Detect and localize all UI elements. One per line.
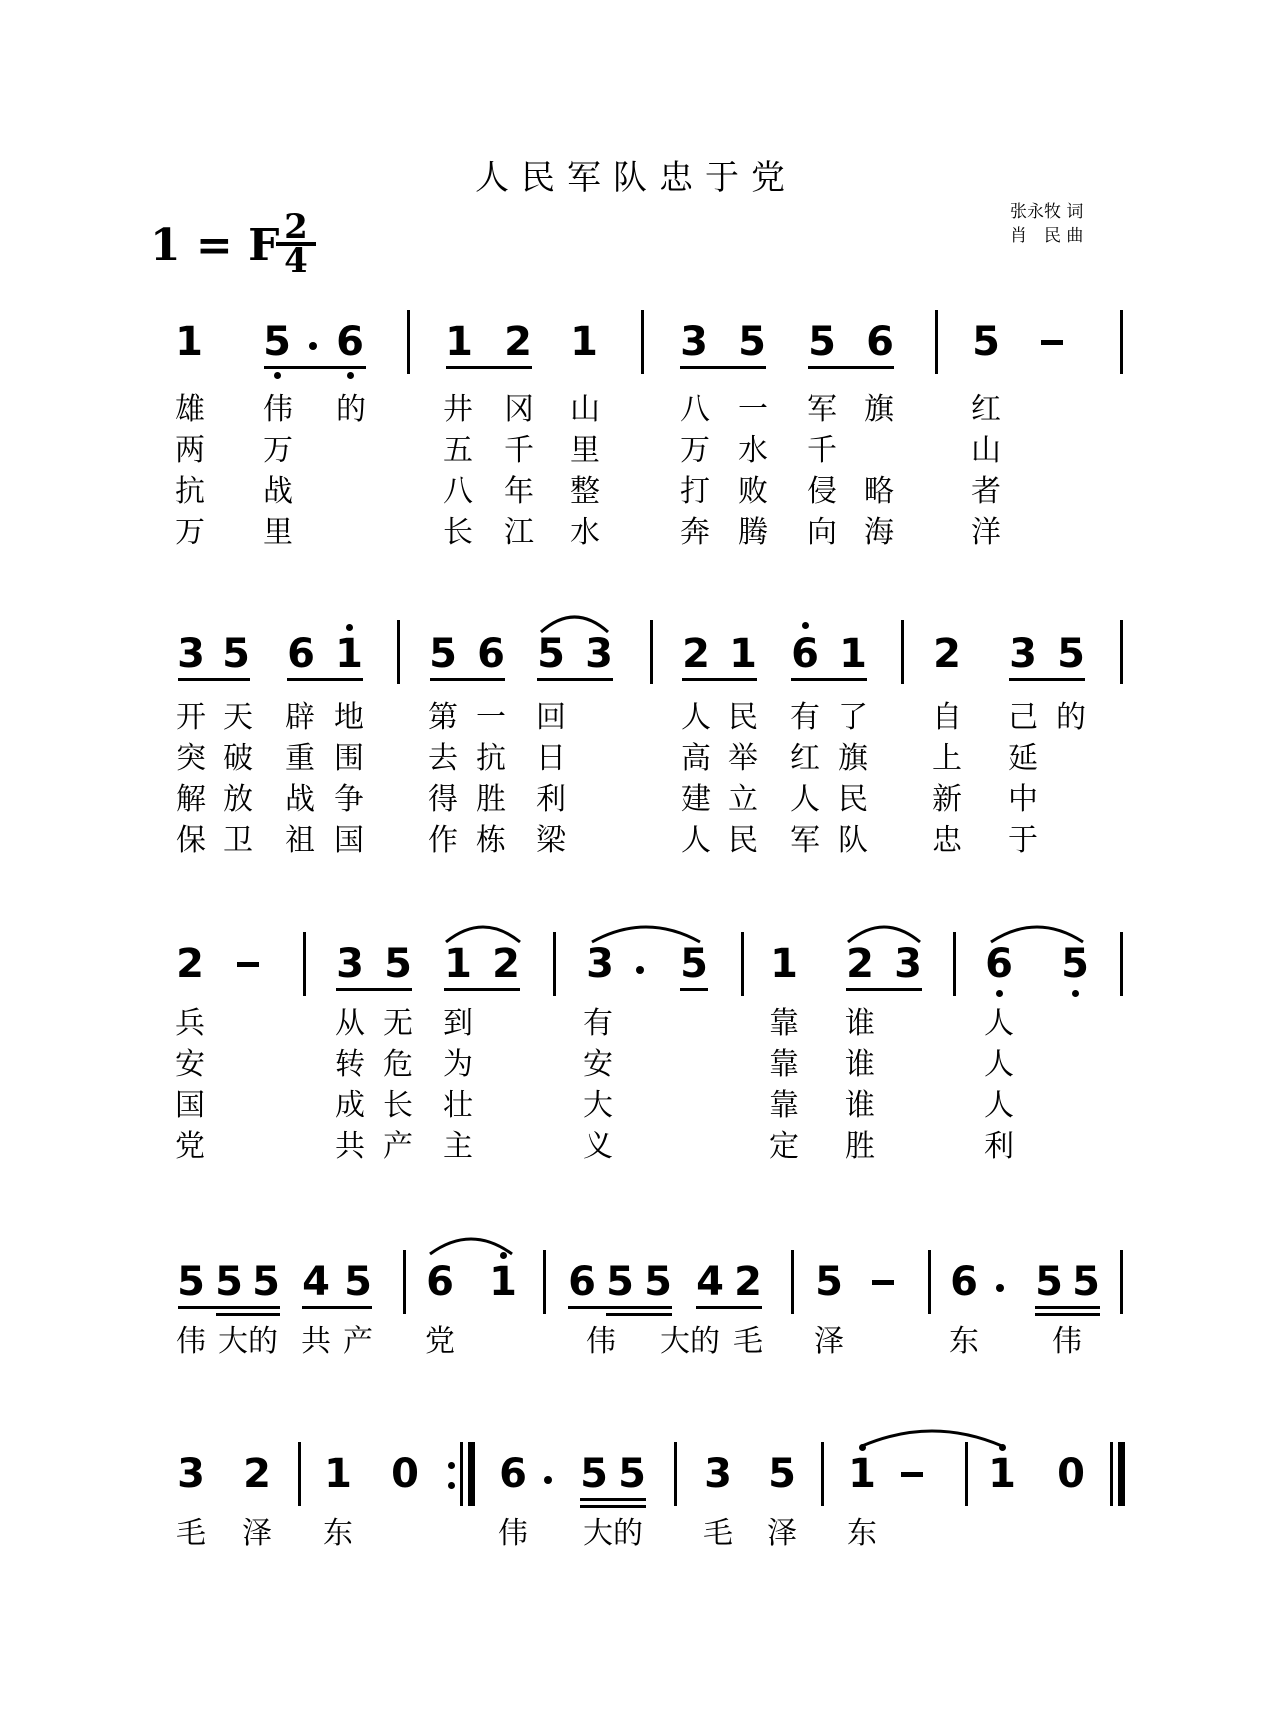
lyric-syllable: 水 xyxy=(738,433,768,468)
barline xyxy=(935,310,938,374)
augmentation-dot xyxy=(996,1284,1004,1292)
note: 3 xyxy=(177,1451,205,1497)
lyric-syllable: 整 xyxy=(570,474,600,509)
lyric-syllable: 立 xyxy=(728,782,758,817)
lyric-syllable: 义 xyxy=(583,1129,613,1164)
note: 2 xyxy=(734,1259,762,1305)
note: 3 xyxy=(585,631,613,677)
lyric-syllable: 江 xyxy=(504,515,534,550)
lyric-syllable: 高 xyxy=(681,741,711,776)
lyric-syllable: 围 xyxy=(334,741,364,776)
beam-underline xyxy=(537,678,613,681)
lyric-syllable: 民 xyxy=(838,782,868,817)
barline xyxy=(1120,932,1123,996)
lyric-syllable: 战 xyxy=(285,782,315,817)
lyric-syllable: 靠 xyxy=(769,1047,799,1082)
lyric-syllable: 泽 xyxy=(242,1516,272,1551)
lyric-syllable: 共 xyxy=(335,1129,365,1164)
lyric-syllable: 山 xyxy=(570,392,600,427)
lyric-syllable: 人 xyxy=(681,823,711,858)
lyric-syllable: 国 xyxy=(175,1088,205,1123)
note: 1 xyxy=(175,319,203,365)
lyric-syllable: 东 xyxy=(323,1516,353,1551)
note: 1 xyxy=(570,319,598,365)
note: 5 xyxy=(1057,631,1085,677)
note: 3 xyxy=(586,941,614,987)
note: 1 xyxy=(839,631,867,677)
note: 2 xyxy=(176,941,204,987)
lyric-syllable: 旗 xyxy=(864,392,894,427)
lyric-syllable: 得 xyxy=(428,782,458,817)
note: 6 xyxy=(866,319,894,365)
lyric-syllable: 为 xyxy=(443,1047,473,1082)
beam-underline xyxy=(680,988,708,991)
note: 1 xyxy=(324,1451,352,1497)
lyric-syllable: 的 xyxy=(1056,700,1086,735)
slur-tie xyxy=(430,1232,512,1256)
lyric-syllable: 成 xyxy=(335,1088,365,1123)
barline xyxy=(403,1250,406,1314)
note: 2 xyxy=(243,1451,271,1497)
lyric-syllable: 千 xyxy=(504,433,534,468)
beam-underline xyxy=(580,1498,646,1501)
lyric-syllable: 长 xyxy=(383,1088,413,1123)
barline xyxy=(1120,620,1123,684)
note: 6 xyxy=(287,631,315,677)
lyric-syllable: 旗 xyxy=(838,741,868,776)
note: 3 xyxy=(894,941,922,987)
lyric-syllable: 八 xyxy=(443,474,473,509)
song-title: 人民军队忠于党 xyxy=(475,158,797,198)
beam-underline xyxy=(178,678,250,681)
lyric-syllable: 产 xyxy=(383,1129,413,1164)
lyric-syllable: 民 xyxy=(728,700,758,735)
lyric-syllable: 里 xyxy=(263,515,293,550)
lyric-syllable: 人 xyxy=(984,1006,1014,1041)
lyric-syllable: 伟 xyxy=(1052,1324,1082,1359)
note: 3 xyxy=(704,1451,732,1497)
augmentation-dot xyxy=(544,1476,552,1484)
lyric-syllable: 于 xyxy=(1008,823,1038,858)
lyric-syllable: 山 xyxy=(971,433,1001,468)
lyric-syllable: 一 xyxy=(738,392,768,427)
barline xyxy=(543,1250,546,1314)
beam-underline xyxy=(178,1306,280,1309)
barline xyxy=(965,1442,968,1506)
note: 3 xyxy=(336,941,364,987)
note: 5 xyxy=(384,941,412,987)
note: 5 xyxy=(537,631,565,677)
lyric-syllable: 祖 xyxy=(285,823,315,858)
beam-underline xyxy=(336,988,412,991)
lyric-syllable: 利 xyxy=(536,782,566,817)
barline xyxy=(928,1250,931,1314)
note: 1 xyxy=(445,319,473,365)
lyric-syllable: 败 xyxy=(738,474,768,509)
note: 3 xyxy=(177,631,205,677)
note: 5 xyxy=(222,631,250,677)
note: 1 xyxy=(729,631,757,677)
lyric-syllable: 定 xyxy=(769,1129,799,1164)
lyric-syllable: 卫 xyxy=(223,823,253,858)
lyric-syllable: 重 xyxy=(285,741,315,776)
lyric-syllable: 主 xyxy=(443,1129,473,1164)
lyric-syllable: 人 xyxy=(984,1047,1014,1082)
note: 1 xyxy=(335,631,363,677)
slur-tie xyxy=(592,920,700,944)
lyric-syllable: 伟 xyxy=(498,1516,528,1551)
lyric-syllable: 红 xyxy=(790,741,820,776)
note: 5 xyxy=(177,1259,205,1305)
beam-underline xyxy=(430,678,505,681)
barline xyxy=(303,932,306,996)
note: 6 xyxy=(568,1259,596,1305)
note: 2 xyxy=(504,319,532,365)
low-octave-dot xyxy=(347,372,354,379)
barline xyxy=(641,310,644,374)
note: 1 xyxy=(988,1451,1016,1497)
barline xyxy=(791,1250,794,1314)
key-signature: 1 = F xyxy=(150,220,280,271)
note: 6 xyxy=(985,941,1013,987)
final-barline xyxy=(468,1442,475,1506)
note: 4 xyxy=(696,1259,724,1305)
lyric-syllable: 靠 xyxy=(769,1088,799,1123)
lyric-syllable: 破 xyxy=(223,741,253,776)
lyric-syllable: 抗 xyxy=(476,741,506,776)
beam-underline xyxy=(682,678,757,681)
lyric-syllable: 雄 xyxy=(175,392,205,427)
note: 1 xyxy=(489,1259,517,1305)
note: 5 xyxy=(252,1259,280,1305)
note: 5 xyxy=(1072,1259,1100,1305)
lyric-syllable: 去 xyxy=(428,741,458,776)
lyric-syllable: 五 xyxy=(443,433,473,468)
lyric-syllable: 壮 xyxy=(443,1088,473,1123)
lyric-syllable: 一 xyxy=(476,700,506,735)
note: 5 xyxy=(263,319,291,365)
lyric-syllable: 胜 xyxy=(845,1129,875,1164)
low-octave-dot xyxy=(274,372,281,379)
lyric-syllable: 解 xyxy=(176,782,206,817)
lyric-syllable: 己 xyxy=(1008,700,1038,735)
barline xyxy=(1110,1442,1113,1506)
barline xyxy=(1120,310,1123,374)
barline xyxy=(407,310,410,374)
lyric-syllable: 侵 xyxy=(807,474,837,509)
lyric-syllable: 中 xyxy=(1008,782,1038,817)
note: 6 xyxy=(791,631,819,677)
repeat-dot xyxy=(448,1462,455,1469)
lyric-syllable: 人 xyxy=(681,700,711,735)
lyric-syllable: 地 xyxy=(334,700,364,735)
lyric-syllable: 东 xyxy=(949,1324,979,1359)
lyric-syllable: 打 xyxy=(680,474,710,509)
time-numerator: 2 xyxy=(284,207,308,247)
note: 5 xyxy=(606,1259,634,1305)
note: 6 xyxy=(336,319,364,365)
barline xyxy=(821,1442,824,1506)
lyric-syllable: 军 xyxy=(807,392,837,427)
note: 3 xyxy=(1009,631,1037,677)
beam-underline xyxy=(568,1306,672,1309)
lyric-syllable: 安 xyxy=(175,1047,205,1082)
lyric-syllable: 天 xyxy=(223,700,253,735)
lyric-syllable: 保 xyxy=(176,823,206,858)
lyric-syllable: 大 xyxy=(583,1088,613,1123)
slur-tie xyxy=(848,920,920,944)
lyric-syllable: 党 xyxy=(425,1324,455,1359)
slur-tie xyxy=(446,920,520,944)
lyric-syllable: 胜 xyxy=(476,782,506,817)
lyric-syllable: 万 xyxy=(263,433,293,468)
beam-underline xyxy=(791,678,867,681)
note: 1 xyxy=(770,941,798,987)
lyric-syllable: 长 xyxy=(443,515,473,550)
lyric-syllable: 毛 xyxy=(176,1516,206,1551)
final-barline xyxy=(1118,1442,1125,1506)
lyric-syllable: 开 xyxy=(176,700,206,735)
beam-underline xyxy=(1035,1313,1100,1316)
beam-underline xyxy=(580,1505,646,1508)
lyric-syllable: 自 xyxy=(932,700,962,735)
beam-underline xyxy=(1035,1306,1100,1309)
lyric-syllable: 利 xyxy=(984,1129,1014,1164)
lyric-syllable: 民 xyxy=(728,823,758,858)
low-octave-dot xyxy=(1072,990,1079,997)
lyric-syllable: 靠 xyxy=(769,1006,799,1041)
repeat-dot xyxy=(448,1482,455,1489)
barline xyxy=(741,932,744,996)
beam-underline xyxy=(606,1313,672,1316)
note: 2 xyxy=(682,631,710,677)
lyric-syllable: 大的 xyxy=(218,1324,278,1359)
lyric-syllable: 大的 xyxy=(583,1516,643,1551)
barline xyxy=(1120,1250,1123,1314)
lyric-syllable: 产 xyxy=(343,1324,373,1359)
note: 5 xyxy=(215,1259,243,1305)
lyric-syllable: 争 xyxy=(334,782,364,817)
lyric-syllable: 两 xyxy=(175,433,205,468)
note: 5 xyxy=(580,1451,608,1497)
lyric-syllable: 梁 xyxy=(536,823,566,858)
note: 5 xyxy=(738,319,766,365)
lyricist-credit: 张永牧 词 xyxy=(1010,202,1084,222)
lyric-syllable: 从 xyxy=(335,1006,365,1041)
lyric-syllable: 略 xyxy=(864,474,894,509)
augmentation-dot xyxy=(309,342,317,350)
note: 2 xyxy=(846,941,874,987)
barline xyxy=(953,932,956,996)
beam-underline xyxy=(216,1313,280,1316)
lyric-syllable: 忠 xyxy=(932,823,962,858)
lyric-syllable: 队 xyxy=(838,823,868,858)
lyric-syllable: 有 xyxy=(790,700,820,735)
time-denominator: 4 xyxy=(276,242,316,276)
note: 0 xyxy=(1057,1451,1085,1497)
note: 1 xyxy=(848,1451,876,1497)
barline xyxy=(901,620,904,684)
lyric-syllable: 日 xyxy=(536,741,566,776)
lyric-syllable: 回 xyxy=(536,700,566,735)
lyric-syllable: 人 xyxy=(790,782,820,817)
lyric-syllable: 放 xyxy=(223,782,253,817)
lyric-syllable: 延 xyxy=(1008,741,1038,776)
beam-underline xyxy=(264,366,366,369)
lyric-syllable: 千 xyxy=(807,433,837,468)
slur-tie xyxy=(541,610,608,634)
lyric-syllable: 伟 xyxy=(176,1324,206,1359)
note: 5 xyxy=(808,319,836,365)
rest-dash xyxy=(872,1280,894,1285)
lyric-syllable: 国 xyxy=(334,823,364,858)
note: 5 xyxy=(429,631,457,677)
beam-underline xyxy=(680,366,766,369)
lyric-syllable: 海 xyxy=(864,515,894,550)
beam-underline xyxy=(302,1306,372,1309)
barline xyxy=(650,620,653,684)
augmentation-dot xyxy=(636,966,644,974)
slur-tie xyxy=(862,1424,1002,1448)
beam-underline xyxy=(287,678,363,681)
lyric-syllable: 谁 xyxy=(845,1047,875,1082)
note: 5 xyxy=(815,1259,843,1305)
lyric-syllable: 奔 xyxy=(680,515,710,550)
lyric-syllable: 辟 xyxy=(285,700,315,735)
slur-tie xyxy=(991,920,1083,944)
lyric-syllable: 万 xyxy=(680,433,710,468)
note: 2 xyxy=(492,941,520,987)
composer-credit: 肖 民 曲 xyxy=(1010,226,1084,246)
lyric-syllable: 年 xyxy=(504,474,534,509)
lyric-syllable: 腾 xyxy=(738,515,768,550)
note: 3 xyxy=(680,319,708,365)
note: 0 xyxy=(391,1451,419,1497)
lyric-syllable: 突 xyxy=(176,741,206,776)
barline xyxy=(553,932,556,996)
lyric-syllable: 共 xyxy=(301,1324,331,1359)
beam-underline xyxy=(808,366,894,369)
lyric-syllable: 到 xyxy=(443,1006,473,1041)
lyric-syllable: 泽 xyxy=(767,1516,797,1551)
barline xyxy=(674,1442,677,1506)
lyric-syllable: 红 xyxy=(971,392,1001,427)
lyric-syllable: 者 xyxy=(971,474,1001,509)
lyric-syllable: 冈 xyxy=(504,392,534,427)
lyric-syllable: 泽 xyxy=(814,1324,844,1359)
note: 5 xyxy=(344,1259,372,1305)
lyric-syllable: 东 xyxy=(847,1516,877,1551)
note: 5 xyxy=(618,1451,646,1497)
lyric-syllable: 兵 xyxy=(175,1006,205,1041)
lyric-syllable: 井 xyxy=(443,392,473,427)
note: 4 xyxy=(302,1259,330,1305)
lyric-syllable: 建 xyxy=(681,782,711,817)
beam-underline xyxy=(1009,678,1085,681)
beam-underline xyxy=(696,1306,762,1309)
barline xyxy=(298,1442,301,1506)
barline xyxy=(397,620,400,684)
lyric-syllable: 上 xyxy=(932,741,962,776)
note: 6 xyxy=(950,1259,978,1305)
lyric-syllable: 危 xyxy=(383,1047,413,1082)
note: 2 xyxy=(933,631,961,677)
lyric-syllable: 转 xyxy=(335,1047,365,1082)
lyric-syllable: 向 xyxy=(807,515,837,550)
lyric-syllable: 安 xyxy=(583,1047,613,1082)
lyric-syllable: 伟 xyxy=(263,392,293,427)
barline xyxy=(460,1442,463,1506)
note: 5 xyxy=(972,319,1000,365)
lyric-syllable: 抗 xyxy=(175,474,205,509)
rest-dash xyxy=(237,962,259,967)
lyric-syllable: 伟 xyxy=(586,1324,616,1359)
lyric-syllable: 新 xyxy=(932,782,962,817)
beam-underline xyxy=(446,366,532,369)
lyric-syllable: 举 xyxy=(728,741,758,776)
beam-underline xyxy=(444,988,520,991)
lyric-syllable: 党 xyxy=(175,1129,205,1164)
note: 5 xyxy=(680,941,708,987)
lyric-syllable: 水 xyxy=(570,515,600,550)
rest-dash xyxy=(901,1472,923,1477)
lyric-syllable: 战 xyxy=(263,474,293,509)
note: 5 xyxy=(644,1259,672,1305)
lyric-syllable: 里 xyxy=(570,433,600,468)
low-octave-dot xyxy=(996,990,1003,997)
lyric-syllable: 人 xyxy=(984,1088,1014,1123)
lyric-syllable: 谁 xyxy=(845,1088,875,1123)
note: 6 xyxy=(477,631,505,677)
rest-dash xyxy=(1041,340,1063,345)
note: 5 xyxy=(1035,1259,1063,1305)
lyric-syllable: 第 xyxy=(428,700,458,735)
lyric-syllable: 谁 xyxy=(845,1006,875,1041)
lyric-syllable: 了 xyxy=(838,700,868,735)
lyric-syllable: 的 xyxy=(336,392,366,427)
note: 6 xyxy=(499,1451,527,1497)
beam-underline xyxy=(846,988,922,991)
lyric-syllable: 作 xyxy=(428,823,458,858)
high-octave-dot xyxy=(346,624,353,631)
note: 6 xyxy=(426,1259,454,1305)
lyric-syllable: 无 xyxy=(383,1006,413,1041)
lyric-syllable: 洋 xyxy=(971,515,1001,550)
note: 1 xyxy=(444,941,472,987)
lyric-syllable: 大的 xyxy=(660,1324,720,1359)
lyric-syllable: 栋 xyxy=(476,823,506,858)
lyric-syllable: 毛 xyxy=(703,1516,733,1551)
lyric-syllable: 万 xyxy=(175,515,205,550)
lyric-syllable: 八 xyxy=(680,392,710,427)
note: 5 xyxy=(1061,941,1089,987)
lyric-syllable: 军 xyxy=(790,823,820,858)
lyric-syllable: 毛 xyxy=(733,1324,763,1359)
lyric-syllable: 有 xyxy=(583,1006,613,1041)
note: 5 xyxy=(768,1451,796,1497)
low-octave-dot xyxy=(802,622,809,629)
